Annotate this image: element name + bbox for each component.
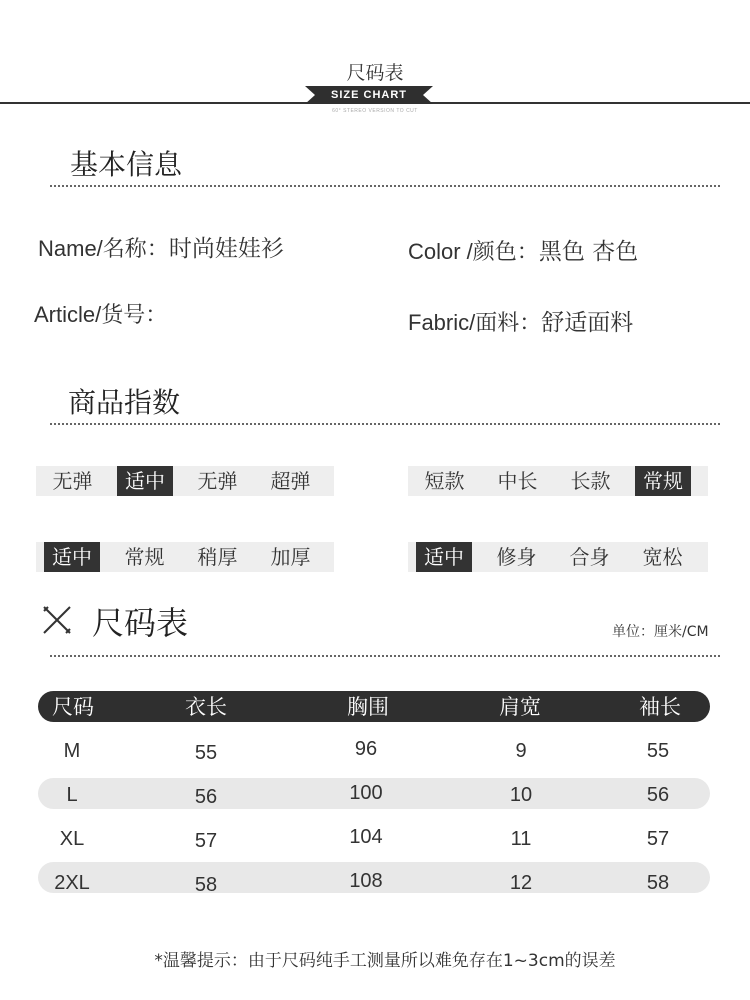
header-shoulder: 肩宽 <box>499 695 541 719</box>
thickness-bar <box>36 542 334 572</box>
header-length: 衣长 <box>185 695 227 719</box>
article-field <box>34 298 167 329</box>
size-chart-heading: 尺码表 <box>346 62 404 84</box>
color-value: 黑色 杏色 <box>538 239 639 265</box>
index-option: 无弹 <box>197 469 238 493</box>
product-index-title: 商品指数 <box>68 386 181 419</box>
name-value: 时尚娃娃衫 <box>168 236 284 262</box>
size-cell: L <box>66 784 78 806</box>
index-option: 长款 <box>570 469 611 493</box>
index-option: 修身 <box>496 545 537 569</box>
table-cell: 56 <box>194 786 218 808</box>
header-subtitle: 60° STEREO VERSION TO CUT <box>332 108 418 114</box>
header-size: 尺码 <box>52 695 94 719</box>
table-cell: 57 <box>194 830 218 852</box>
size-table-divider <box>50 655 720 657</box>
table-cell: 12 <box>509 872 533 894</box>
table-cell: 108 <box>349 870 383 892</box>
index-option: 超弹 <box>270 469 311 493</box>
table-cell: 58 <box>646 872 670 894</box>
size-cell: XL <box>59 828 85 850</box>
table-cell: 56 <box>646 784 670 806</box>
table-cell: 96 <box>354 738 378 760</box>
index-option: 宽松 <box>642 545 683 569</box>
table-cell: 11 <box>510 828 532 850</box>
index-option: 短款 <box>424 469 465 493</box>
ribbon-label: SIZE CHART <box>331 89 407 101</box>
index-option: 中长 <box>497 469 538 493</box>
index-option: 稍厚 <box>197 545 238 569</box>
size-cell: 2XL <box>54 872 90 894</box>
name-label: Name/名称： <box>38 236 169 261</box>
size-table-title: 尺码表 <box>92 604 189 642</box>
index-option: 适中 <box>416 542 472 572</box>
fit-bar <box>408 542 708 572</box>
footnote: *温馨提示：由于尺码纯手工测量所以难免存在1~3cm的误差 <box>154 951 616 971</box>
header-sleeve: 袖长 <box>639 695 681 719</box>
table-cell: 58 <box>194 874 218 896</box>
color-label: Color /颜色： <box>408 239 539 264</box>
fabric-field <box>408 304 633 337</box>
header-chest: 胸围 <box>347 695 389 719</box>
index-option: 加厚 <box>270 545 311 569</box>
table-cell: 104 <box>349 826 383 848</box>
table-cell: 57 <box>646 828 670 850</box>
index-option: 常规 <box>124 545 165 569</box>
index-option: 常规 <box>635 466 691 496</box>
basic-info-title: 基本信息 <box>70 148 183 181</box>
table-cell: 55 <box>194 742 218 764</box>
elasticity-bar <box>36 466 334 496</box>
index-option: 无弹 <box>52 469 93 493</box>
size-cell: M <box>63 740 81 762</box>
fabric-value: 舒适面料 <box>541 310 634 336</box>
fabric-label: Fabric/面料： <box>408 310 542 335</box>
unit-label: 单位：厘米/CM <box>612 624 709 640</box>
table-cell: 10 <box>509 784 533 806</box>
name-field <box>38 230 284 263</box>
ruler-scissors-icon <box>40 603 74 637</box>
table-cell: 100 <box>349 782 383 804</box>
basic-info-divider <box>50 185 720 187</box>
table-cell: 9 <box>515 740 527 762</box>
article-label: Article/货号： <box>34 302 168 327</box>
index-option: 适中 <box>44 542 100 572</box>
table-cell: 55 <box>646 740 670 762</box>
table-header <box>38 691 710 722</box>
product-index-divider <box>50 423 720 425</box>
index-option: 合身 <box>569 545 610 569</box>
index-option: 适中 <box>117 466 173 496</box>
length-bar <box>408 466 708 496</box>
color-field <box>408 233 638 266</box>
